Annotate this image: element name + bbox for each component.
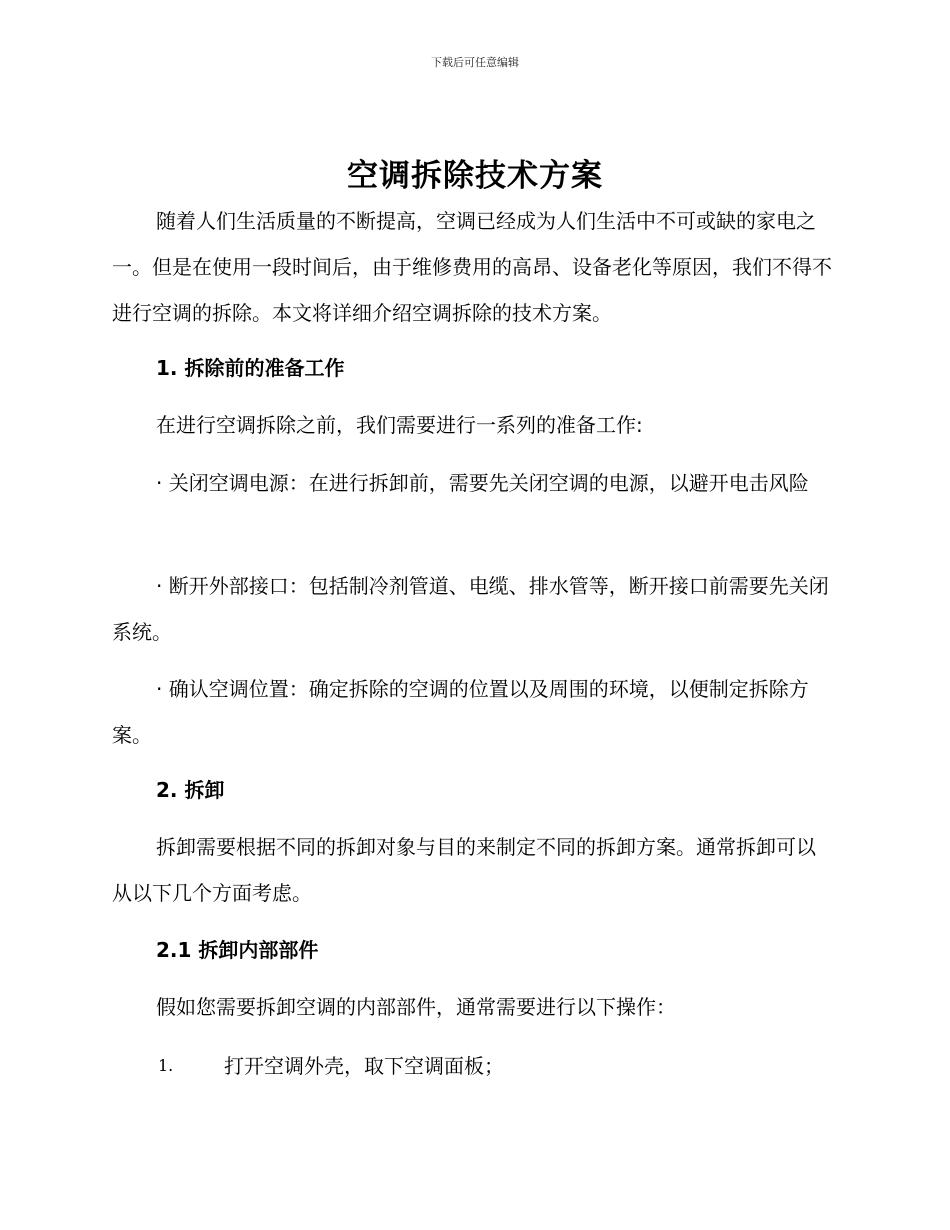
section-2-1-heading: 2.1 拆卸内部部件: [156, 938, 319, 962]
section-1-lead: 在进行空调拆除之前，我们需要进行一系列的准备工作:: [156, 413, 643, 437]
step-1-text: 打开空调外壳，取下空调面板；: [224, 1054, 504, 1078]
bullet-disconnect: · 断开外部接口：包括制冷剂管道、电缆、排水管等，断开接口前需要先关闭系统。: [112, 574, 829, 644]
step-1-number: 1.: [158, 1056, 174, 1075]
section-2-1-lead: 假如您需要拆卸空调的内部部件，通常需要进行以下操作：: [156, 995, 676, 1019]
page-header-note: 下载后可任意编辑: [431, 56, 519, 69]
section-2-paragraph: 拆卸需要根据不同的拆卸对象与目的来制定不同的拆卸方案。通常拆卸可以从以下几个方面考虑。: [112, 835, 816, 905]
document-title: 空调拆除技术方案: [347, 158, 603, 194]
section-2-heading: 2. 拆卸: [156, 778, 225, 802]
bullet-power-off: · 关闭空调电源：在进行拆卸前，需要先关闭空调的电源，以避开电击风险: [156, 471, 809, 495]
intro-paragraph: 随着人们生活质量的不断提高，空调已经成为人们生活中不可或缺的家电之一。但是在使用一段时间后，由于维修费用的高昂、设备老化等原因，我们不得不进行空调的拆除。本文将详细介绍空调拆除的技术方案。: [112, 209, 832, 325]
bullet-confirm-location: · 确认空调位置：确定拆除的空调的位置以及周围的环境，以便制定拆除方案。: [112, 677, 809, 747]
section-1-heading: 1. 拆除前的准备工作: [156, 356, 345, 380]
